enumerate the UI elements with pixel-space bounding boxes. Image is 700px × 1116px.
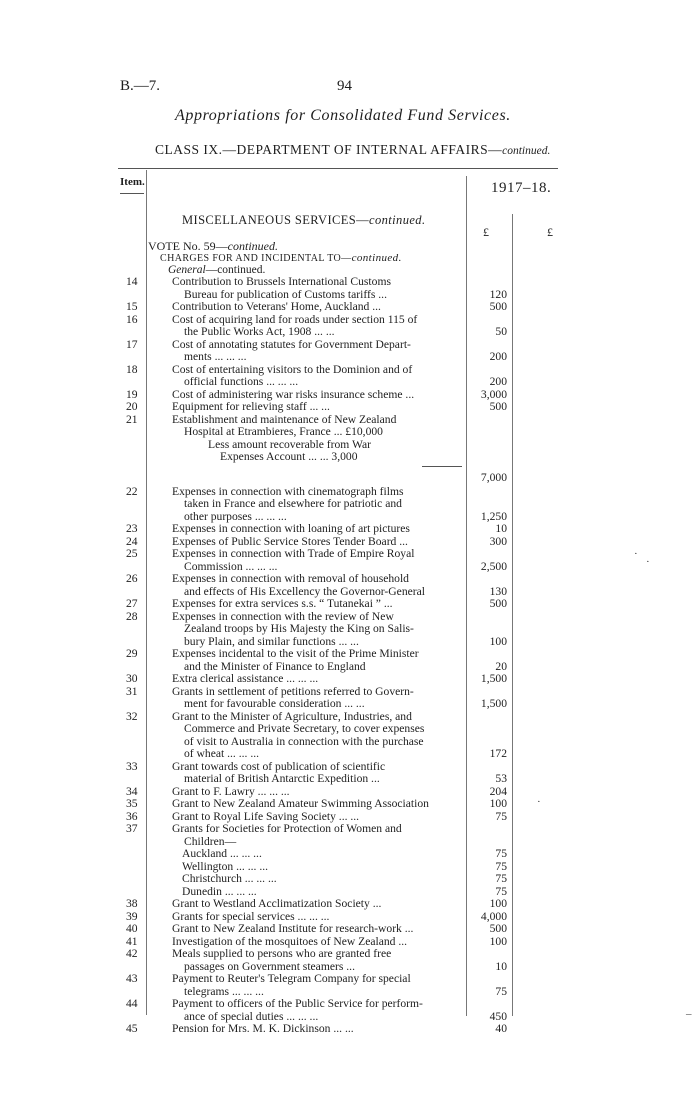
subtotal-rule <box>422 466 462 467</box>
row-text-line: Extra clerical assistance ... ... ... <box>172 672 319 685</box>
row-text-line: Hospital at Etrambieres, France ... £10,000 <box>184 425 383 438</box>
row-text-line: passages on Government steamers ... <box>184 959 355 973</box>
row-text-line: Dunedin ... ... ... <box>182 884 257 898</box>
item-number: 32 <box>126 709 138 723</box>
amount-value: 1,250 <box>480 509 507 523</box>
item-number: 42 <box>126 947 138 960</box>
row-text-line: ments ... ... ... <box>184 350 247 363</box>
row-text-line: Payment to Reuter's Telegram Company for special <box>172 972 411 985</box>
amount-value: 75 <box>495 872 507 885</box>
amount-value: 50 <box>495 325 507 338</box>
item-number: 25 <box>126 547 138 560</box>
row-text-line: Grant to Westland Acclimatization Society ... <box>172 897 382 910</box>
item-number: 34 <box>126 784 138 798</box>
amount-value: 450 <box>489 1009 507 1023</box>
row-text-line: Expenses in connection with removal of household <box>172 572 409 585</box>
row-text-line: Equipment for relieving staff ... ... <box>172 400 330 413</box>
row-text-line: Grants in settlement of petitions referred to Govern- <box>172 684 414 698</box>
row-text-line: Grant to Royal Life Saving Society ... ... <box>172 809 360 823</box>
row-text-line: Children— <box>184 834 237 848</box>
row-text-line: Establishment and maintenance of New Zealand <box>172 412 397 426</box>
item-number: 17 <box>126 337 138 351</box>
amount-value: 10 <box>495 959 507 973</box>
vote-heading-continued: continued. <box>227 239 278 253</box>
row-text-line: Pension for Mrs. M. K. Dickinson ... ... <box>172 1022 354 1035</box>
row-text-line: Bureau for publication of Customs tariffs ... <box>184 287 387 301</box>
charges-heading-text: CHARGES FOR AND INCIDENTAL TO— <box>160 253 352 264</box>
amount-value: 7,000 <box>480 470 507 484</box>
item-number: 15 <box>126 300 138 313</box>
row-text-line: other purposes ... ... ... <box>184 509 287 523</box>
row-text-line: Christchurch ... ... ... <box>182 872 277 885</box>
amount-value: 100 <box>489 797 507 810</box>
amount-value: 2,500 <box>480 559 507 573</box>
page-title: Appropriations for Consolidated Fund Services. <box>175 107 511 124</box>
amount-value: 75 <box>495 847 507 860</box>
amount-value: 1,500 <box>480 672 507 685</box>
amount-value: 172 <box>489 747 507 760</box>
row-text-line: Less amount recoverable from War <box>208 437 372 451</box>
row-text-line: Expenses in connection with cinematograph films <box>172 484 404 498</box>
row-text-line: Wellington ... ... ... <box>182 859 269 873</box>
item-number: 19 <box>126 387 138 401</box>
row-text-line: Expenses of Public Service Stores Tender Board ... <box>172 534 408 548</box>
row-text-line: Cost of annotating statutes for Government Depart- <box>172 337 411 351</box>
page-code: B.—7. <box>120 78 161 94</box>
amount-value: 500 <box>489 922 507 935</box>
item-number: 20 <box>126 400 138 413</box>
row-text-line: Grant to the Minister of Agriculture, Industries, and <box>172 709 412 723</box>
row-text-line: ment for favourable consideration ... ... <box>184 697 365 710</box>
amount-value: 75 <box>495 884 507 898</box>
item-number: 40 <box>126 922 138 935</box>
row-text-line: Contribution to Veterans' Home, Auckland ... <box>172 300 381 313</box>
amount-value: 130 <box>489 584 507 598</box>
amount-value: 200 <box>489 350 507 363</box>
amount-value: 10 <box>495 522 507 535</box>
row-text-line: Grant towards cost of publication of scientific <box>172 759 386 773</box>
currency-symbol-col2: £ <box>547 225 553 239</box>
row-text-line: and effects of His Excellency the Governor-General <box>184 584 425 598</box>
margin-mark: – <box>686 1008 692 1020</box>
row-text-line: Grants for special services ... ... ... <box>172 909 330 923</box>
amount-value: 300 <box>489 534 507 548</box>
amount-value: 75 <box>495 809 507 823</box>
item-number: 21 <box>126 412 138 426</box>
item-number: 44 <box>126 997 138 1010</box>
row-text-line: Cost of administering war risks insurance scheme ... <box>172 387 415 401</box>
item-number: 45 <box>126 1022 138 1035</box>
currency-symbol-col1: £ <box>483 225 489 239</box>
item-number: 36 <box>126 809 138 823</box>
row-text-line: the Public Works Act, 1908 ... ... <box>184 325 335 338</box>
general-continued: —continued. <box>205 264 266 276</box>
item-number: 14 <box>126 275 138 288</box>
item-number: 29 <box>126 647 138 660</box>
amount-value: 200 <box>489 375 507 388</box>
class-heading-continued: continued. <box>502 145 551 157</box>
row-text-line: Grants for Societies for Protection of Women and <box>172 822 402 835</box>
row-text-line: Investigation of the mosquitoes of New Zealand ... <box>172 934 408 948</box>
amount-value: 500 <box>489 597 507 610</box>
item-number: 37 <box>126 822 138 835</box>
item-number: 33 <box>126 759 138 773</box>
item-number: 30 <box>126 672 138 685</box>
row-text-line: ance of special duties ... ... ... <box>184 1009 319 1023</box>
page-number: 94 <box>337 78 352 94</box>
margin-mark: · <box>646 556 650 568</box>
row-text-line: and the Minister of Finance to England <box>184 659 366 673</box>
vote-heading-text: VOTE No. 59— <box>148 239 228 253</box>
row-text-line: Auckland ... ... ... <box>182 847 262 860</box>
item-number: 35 <box>126 797 138 810</box>
item-number: 39 <box>126 909 138 923</box>
amount-value: 53 <box>495 772 507 785</box>
row-text-line: Zealand troops by His Majesty the King on Salis- <box>184 622 414 635</box>
row-text-line: Payment to officers of the Public Service for perform- <box>172 997 423 1010</box>
row-text-line: Grant to New Zealand Amateur Swimming Association <box>172 797 429 810</box>
row-text-line: Cost of entertaining visitors to the Dominion and of <box>172 362 413 376</box>
item-number: 26 <box>126 572 138 585</box>
item-column-header: Item. <box>120 176 145 188</box>
charges-heading-continued: continued. <box>351 252 402 264</box>
amount-value: 75 <box>495 984 507 998</box>
item-number: 16 <box>126 312 138 326</box>
item-number: 43 <box>126 972 138 985</box>
item-number: 18 <box>126 362 138 376</box>
amount-value: 75 <box>495 859 507 873</box>
row-text-line: Meals supplied to persons who are granted free <box>172 947 392 960</box>
amount-value: 20 <box>495 659 507 673</box>
row-text-line: Expenses in connection with loaning of art pictures <box>172 522 410 535</box>
general-label: General <box>168 264 206 276</box>
row-text-line: Grant to F. Lawry ... ... ... <box>172 784 290 798</box>
row-text-line: telegrams ... ... ... <box>184 984 264 998</box>
row-text-line: of wheat ... ... ... <box>184 747 260 760</box>
row-text-line: Expenses in connection with the review of New <box>172 609 394 623</box>
row-text-line: Expenses incidental to the visit of the Prime Minister <box>172 647 419 660</box>
row-text-line: Expenses for extra services s.s. “ Tutanekai ” ... <box>172 597 393 610</box>
row-text-line: Expenses Account ... ... 3,000 <box>220 450 358 463</box>
section-heading-continued: continued. <box>369 213 426 227</box>
class-heading-text: CLASS IX.—DEPARTMENT OF INTERNAL AFFAIRS— <box>155 142 503 157</box>
row-text-line: Cost of acquiring land for roads under section 115 of <box>172 312 418 326</box>
amount-value: 3,000 <box>480 387 507 401</box>
amount-value: 500 <box>489 300 507 313</box>
item-number: 28 <box>126 609 138 623</box>
item-number: 31 <box>126 684 138 698</box>
item-number: 23 <box>126 522 138 535</box>
item-number: 27 <box>126 597 138 610</box>
amount-value: 100 <box>489 934 507 948</box>
item-number: 24 <box>126 534 138 548</box>
amount-value: 40 <box>495 1022 507 1035</box>
amount-value: 100 <box>489 897 507 910</box>
row-text-line: bury Plain, and similar functions ... ... <box>184 634 359 648</box>
row-text-line: of visit to Australia in connection with the purchase <box>184 734 424 748</box>
row-text-line: Commission ... ... ... <box>184 559 278 573</box>
amount-value: 4,000 <box>480 909 507 923</box>
item-number: 38 <box>126 897 138 910</box>
year-column-header: 1917–18. <box>491 180 552 196</box>
row-text-line: Expenses in connection with Trade of Empire Royal <box>172 547 415 560</box>
row-text-line: official functions ... ... ... <box>184 375 299 388</box>
row-text-line: material of British Antarctic Expedition ... <box>184 772 380 785</box>
margin-mark: · <box>634 548 638 560</box>
amount-value: 120 <box>489 287 507 301</box>
amount-value: 1,500 <box>480 697 507 710</box>
item-number: 22 <box>126 484 138 498</box>
row-text-line: taken in France and elsewhere for patriotic and <box>184 497 402 510</box>
row-text-line: Grant to New Zealand Institute for research-work ... <box>172 922 414 935</box>
row-text-line: Contribution to Brussels International Customs <box>172 275 391 288</box>
row-text-line: Commerce and Private Secretary, to cover expenses <box>184 722 425 735</box>
section-heading-text: MISCELLANEOUS SERVICES— <box>182 213 370 227</box>
amount-value: 204 <box>489 784 507 798</box>
margin-mark: · <box>537 796 541 808</box>
amount-value: 100 <box>489 634 507 648</box>
amount-value: 500 <box>489 400 507 413</box>
item-number: 41 <box>126 934 138 948</box>
